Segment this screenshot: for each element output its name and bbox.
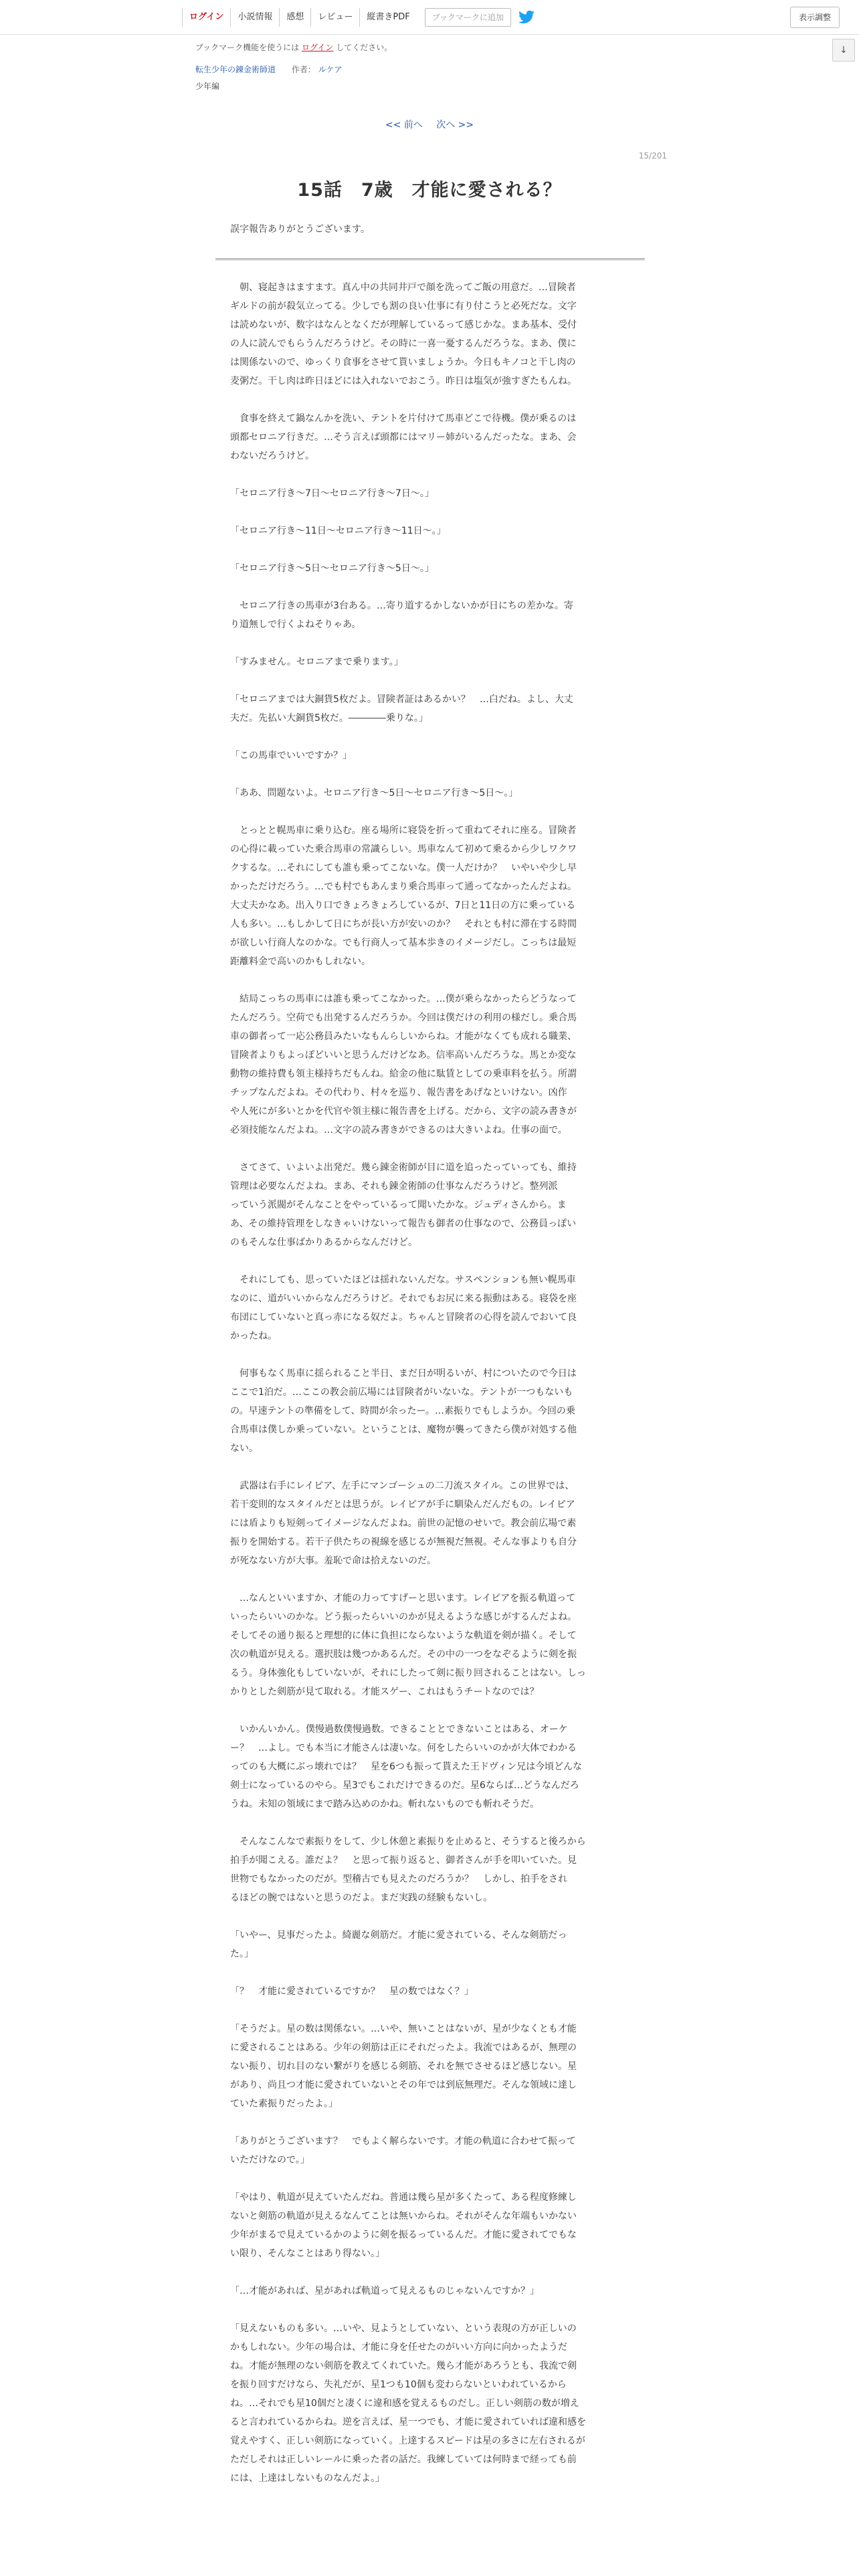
body-line: ていた素振りだったよ。」 xyxy=(230,2099,338,2109)
body-line: ね。才能が無理のない剣筋を教えてくれていた。幾ら才能があろうとも、我流で剣 xyxy=(230,2361,577,2371)
body-line: 「セロニア行き～7日～セロニア行き～7日～。」 xyxy=(230,488,434,499)
body-line: 若干変則的なスタイルだとは思うが。レイピアが手に馴染んだんだもの。レイピア xyxy=(230,1499,575,1510)
top-nav-bar xyxy=(0,0,859,35)
body-line: セロニア行きの馬車が3台ある。…寄り道するかしないかが日にちの差かな。寄 xyxy=(230,601,573,611)
body-line: かっただけだろう。…でも村でもあんまり乗合馬車って通ってなかったんだよね。 xyxy=(230,881,577,892)
body-line xyxy=(230,2169,629,2188)
preface-text: 誤字報告ありがとうございます。 xyxy=(230,224,370,235)
body-line: は関係ないので、ゆっくり食事をさせて貰いましょうか。今日もキノコと干し肉の xyxy=(230,357,576,368)
body-line: ない振り、切れ目のない繋がりを感じる剣筋、それを無でさせるほど感じない。星 xyxy=(230,2061,577,2072)
body-line: …なんといいますか、才能の力ってすげーと思います。レイピアを振る軌道って xyxy=(230,1593,576,1604)
impressions-link[interactable]: 感想 xyxy=(280,8,311,27)
body-line: ただしそれは正しいレールに乗った者の話だ。我練していては何時まで経っても前 xyxy=(230,2454,577,2465)
body-line: 「すみません。セロニアまで乗ります。」 xyxy=(230,657,403,667)
body-line: あ、その維持管理をしなきゃいけないって報告も御者の仕事なので、公務員っぽい xyxy=(230,1218,577,1229)
nav-links xyxy=(182,8,535,27)
body-line: っていう派閥がそんなことをやっているって聞いたかな。ジュディさんから。ま xyxy=(230,1200,567,1210)
next-link[interactable]: 次へ >> xyxy=(436,120,474,130)
body-line: いかんいかん。僕慢過数僕慢過数。できることとできないことはある、オーケ xyxy=(230,1724,568,1735)
body-line xyxy=(230,503,629,522)
body-line: 合馬車は僕しか乗っていない。ということは、魔物が襲ってきたら僕が対処する他 xyxy=(230,1424,577,1435)
body-line: 管理は必要なんだよね。まあ、それも錬金術師の仕事なんだろうけど。整列派 xyxy=(230,1181,558,1192)
body-line: なのに、道がいいからなんだろうけど。それでもお尻に来る振動はある。寝袋を座 xyxy=(230,1293,577,1304)
body-line: 結局こっちの馬車には誰も乗ってこなかった。…僕が乗らなかったらどうなって xyxy=(230,994,577,1004)
body-line: 少年がまるで見えているかのように剣を振るっているんだ。才能に愛されてでもな xyxy=(230,2230,577,2240)
body-line xyxy=(230,671,629,690)
body-line xyxy=(230,2263,629,2282)
body-line xyxy=(230,971,629,990)
vertical-pdf-link[interactable]: 縦書きPDF xyxy=(367,12,410,22)
add-bookmark-button[interactable]: ブックマークに追加 xyxy=(425,8,511,27)
body-line: ないと剣筋の軌道が見えるなんてことは無いからね。それがそんな年端もいかない xyxy=(230,2211,577,2222)
body-line: ー？ …よし。でも本当に才能さんは凄いな。何をしたらいいのかが大体でわかる xyxy=(230,1743,577,1753)
body-line: 「？ 才能に愛されているですか？ 星の数ではなく？」 xyxy=(230,1986,474,1997)
review-link[interactable]: レビュー xyxy=(311,8,360,27)
body-line: ない。 xyxy=(230,1443,258,1454)
bookmark-notice xyxy=(195,41,664,53)
body-line: 頭都セロニア行きだ。…そう言えば頭都にはマリー姉がいるんだったな。まあ、会 xyxy=(230,432,577,443)
body-line: には、上達はしないものなんだよ。」 xyxy=(230,2473,385,2484)
body-line xyxy=(230,391,629,409)
body-line: いただけなので。」 xyxy=(230,2155,310,2165)
body-line: 世物でもなかったのだが。型稽古でも見えたのだろうか？ しかし、拍手をされ xyxy=(230,1874,567,1885)
body-line: 必須技能なんだよね。…文字の読み書きができるのは大きいよね。仕事の面で。 xyxy=(230,1125,567,1136)
series-title-link[interactable]: 転生少年の錬金術師道 xyxy=(195,65,276,74)
body-line xyxy=(230,1907,629,1926)
body-line: 剣士になっているのやら。星3でもこれだけできるのだ。星6ならば…どうなんだろ xyxy=(230,1780,579,1791)
body-line: そしてその通り振ると理想的に体に負担にならないような軌道を剣が描く。そして xyxy=(230,1630,577,1641)
body-line: 武器は右手にレイピア、左手にマンゴーシュの二刀流スタイル。この世界では、 xyxy=(230,1481,575,1491)
body-line xyxy=(230,1346,629,1364)
body-line: の人に読んでもらうんだろうけど。その時に一喜一憂するんだろうな。まあ、僕に xyxy=(230,338,577,349)
body-line: 夫だ。先払い大銅貨5枚だ。――――乗りな。」 xyxy=(230,713,428,724)
body-line: り道無しで行くよねそりゃあ。 xyxy=(230,619,361,630)
body-line: るう。身体強化もしていないが、それにしたって剣に振り回されることはない。しっ xyxy=(230,1668,586,1679)
body-line xyxy=(230,578,629,597)
body-line xyxy=(230,765,629,784)
body-line xyxy=(230,802,629,821)
divider xyxy=(215,258,645,261)
body-line: 「そうだよ。星の数は関係ない。…いや、無いことはないが、星が少なくとも才能 xyxy=(230,2024,577,2034)
body-line: 「いやー、見事だったよ。綺麗な剣筋だ。才能に愛されている、そんな剣筋だっ xyxy=(230,1930,567,1941)
body-line: 大丈夫かなあ。出入り口できょろきょろしているが、7日と11日の方に乗っている xyxy=(230,900,576,911)
novel-info xyxy=(195,41,664,92)
body-line xyxy=(230,1140,629,1158)
body-line xyxy=(230,540,629,559)
body-line: 「やはり、軌道が見えていたんだね。普通は幾ら星が多くたって、ある程度修練し xyxy=(230,2192,577,2203)
scroll-down-icon[interactable]: ↓ xyxy=(832,39,855,62)
page-number: 15/201 xyxy=(638,151,667,160)
body-line: のもそんな仕事ばかりあるからなんだけど。 xyxy=(230,1237,417,1248)
body-line xyxy=(230,465,629,484)
body-line: ここで1泊だ。…ここの教会前広場には冒険者がいないな。テントが一つもないも xyxy=(230,1387,573,1398)
body-line xyxy=(230,1814,629,1832)
author-link[interactable]: ルケア xyxy=(318,65,343,74)
body-line: 食事を終えて鍋なんかを洗い、テントを片付けて馬車どこで待機。僕が乗るのは xyxy=(230,413,577,424)
body-line: や人死にが多いとかを代官や領主様に報告書を上げる。だから、文字の読み書きが xyxy=(230,1106,577,1117)
body-line: さてさて、いよいよ出発だ。幾ら錬金術師が目に道を追ったっていっても、維持 xyxy=(230,1162,577,1173)
body-line xyxy=(230,1458,629,1477)
body-line: そんなこんなで素振りをして、少し休憩と素振りを止めると、そうすると後ろから xyxy=(230,1836,586,1847)
novel-body xyxy=(230,278,629,2488)
body-line xyxy=(230,728,629,746)
body-line: ると言われているからね。逆を言えば、星一つでも、才能に愛されていれば違和感を xyxy=(230,2417,586,2428)
bookmark-login-link[interactable]: ログイン xyxy=(302,43,334,52)
body-line: い限り、そんなことはあり得ない。」 xyxy=(230,2248,385,2259)
chapter-arc: 少年編 xyxy=(195,82,220,91)
body-line: いったらいいのかな。どう振ったらいいのかが見えるような感じがするんだよね。 xyxy=(230,1612,577,1622)
body-line: を振り回すだけなら、失礼だが、星1つも10個も変わらないといわれているから xyxy=(230,2379,567,2390)
body-line: 布団にしていないと真っ赤になる奴だよ。ちゃんと冒険者の心得を読んでおいて良 xyxy=(230,1312,577,1323)
body-line: が欲しい行商人なのかな。でも行商人って基本歩きのイメージだし。こっちは最短 xyxy=(230,938,577,948)
body-line: が死なない方が大事。羞恥で命は拾えないのだ。 xyxy=(230,1555,436,1566)
body-line: 動物の維持費も領主様持ちだもんね。給金の他に駄賃としての乗車料を払う。所謂 xyxy=(230,1069,577,1079)
body-line: た。」 xyxy=(230,1949,254,1959)
chapter-title: 15話 7歳 才能に愛される？ xyxy=(297,180,562,201)
body-line: の。早速テントの準備をして、時間が余ったー。…素振りでもしようか。今回の乗 xyxy=(230,1406,575,1416)
body-line: 覚えやすく、正しい剣筋になっていく。上達するスピードは星の多さに左右されるが xyxy=(230,2436,585,2446)
bookmark-notice-tail: してください。 xyxy=(336,43,393,52)
body-line: それにしても、思っていたほどは揺れないんだな。サスペンションも無い幌馬車 xyxy=(230,1275,576,1285)
body-line: 「…才能があれば、星があれば軌道って見えるものじゃないんですか？」 xyxy=(230,2286,539,2296)
login-link[interactable]: ログイン xyxy=(182,8,231,27)
body-line: チップなんだよね。その代わり、村々を巡り、報告書をあげなといけない。凶作 xyxy=(230,1087,567,1098)
body-line: 「見えないものも多い。…いや、見ようとしていない、という表現の方が正しいの xyxy=(230,2323,577,2334)
body-line: 振りを開始する。若干子供たちの視線を感じるが無視だ無視。そんな事よりも自分 xyxy=(230,1537,577,1547)
body-line: 車の御者って一応公務員みたいなもんらしいからね。才能がなくても成れる職業、 xyxy=(230,1031,577,1042)
body-line: 次の軌道が見える。選択肢は幾つかあるんだ。その中の一つをなぞるように剣を振 xyxy=(230,1649,577,1660)
body-line: ギルドの前が殺気立ってる。少しでも割の良い仕事に有り付こうと必死だな。文字 xyxy=(230,301,577,312)
author-label: 作者： xyxy=(291,65,316,74)
body-line: の心得に載っていた乗合馬車の常識らしい。馬車なんて初めて乗るから少しワクワ xyxy=(230,844,577,855)
body-line: 「セロニア行き～11日～セロニア行き～11日～。」 xyxy=(230,526,446,536)
body-line xyxy=(230,2300,629,2319)
body-line: には盾よりも短剣ってイメージなんだよね。前世の記憶のせいで。教会前広場で素 xyxy=(230,1518,577,1529)
body-line: 人も多い。…もしかして日にちが長い方が安いのか？ それとも村に滞在する時間 xyxy=(230,919,577,930)
body-line xyxy=(230,1963,629,1982)
body-line xyxy=(230,2001,629,2020)
body-line: 距離料金で高いのかもしれない。 xyxy=(230,956,371,967)
body-line xyxy=(230,1252,629,1271)
body-line: 「この馬車でいいですか？」 xyxy=(230,750,352,761)
prev-link[interactable]: << 前へ xyxy=(385,120,423,130)
body-line: ってのも大概にぶっ壊れでは？ 星を6つも振って貰えた王ドヴィン兄は今頃どんな xyxy=(230,1761,583,1772)
body-line: があり、尚且つ才能に愛されていないとその年では到底無理だ。そんな領域に達し xyxy=(230,2080,577,2090)
body-line: クするな。…それにしても誰も乗ってこないな。僕一人だけか？ いやいや少し早 xyxy=(230,863,577,873)
body-line xyxy=(230,1701,629,1720)
body-line: 「セロニア行き～5日～セロニア行き～5日～。」 xyxy=(230,563,434,574)
body-line: 麦粥だ。干し肉は昨日ほどには入れないでおこう。昨日は塩気が強すぎたもんね。 xyxy=(230,376,577,387)
body-line: うね。未知の領域にまで踏み込めのかね。斬れないものでも斬れそうだ。 xyxy=(230,1799,539,1810)
body-line: 何事もなく馬車に揺られること半日、まだ日が明るいが、村についたので今日は xyxy=(230,1368,577,1379)
body-line: に愛されることはある。少年の剣筋は正にそれだったよ。我流ではあるが、無理の xyxy=(230,2042,577,2053)
pager-nav xyxy=(0,118,859,131)
body-line xyxy=(230,2113,629,2132)
body-line: るほどの腕ではないと思うのだよ。まだ実践の経験もないし。 xyxy=(230,1893,492,1903)
body-line: は読めないが、数字はなんとなくだが理解しているって感じかな。まあ基本、受付 xyxy=(230,320,577,330)
body-line: 「セロニアまでは大銅貨5枚だよ。冒険者証はあるかい？ …白だね。よし、大丈 xyxy=(230,694,573,705)
body-line: たんだろう。空荷でも出発するんだろうか。今回は僕だけの利用の様だし。乗合馬 xyxy=(230,1012,577,1023)
body-line xyxy=(230,1570,629,1589)
series-line xyxy=(195,64,664,75)
body-line: かったね。 xyxy=(230,1331,277,1341)
novel-info-link[interactable]: 小説情報 xyxy=(231,8,280,27)
body-line: わないだろうけど。 xyxy=(230,451,314,461)
body-line: 冒険者よりもよっぽどいいと思うんだけどなあ。信率高いんだろうな。馬とか変な xyxy=(230,1050,577,1061)
body-line: とっとと幌馬車に乗り込む。座る場所に寝袋を折って重ねてそれに座る。冒険者 xyxy=(230,825,577,836)
body-line xyxy=(230,634,629,653)
bookmark-notice-text: ブックマーク機能を使うには xyxy=(195,43,300,52)
body-line: 拍手が聞こえる。誰だよ？ と思って振り返ると、御者さんが手を叩いていた。見 xyxy=(230,1855,577,1866)
twitter-bird-icon[interactable] xyxy=(518,9,535,26)
body-line: かりとした剣筋が見て取れる。才能スゲー、これはもうチートなのでは？ xyxy=(230,1687,539,1697)
body-line: 「ありがとうございます？ でもよく解らないです。才能の軌道に合わせて振って xyxy=(230,2136,576,2147)
display-adjust-button[interactable]: 表示調整 xyxy=(790,7,840,28)
body-line: ね。…それでも星10個だと凄くに違和感を覚えるものだし。正しい剣筋の数が増え xyxy=(230,2398,579,2409)
body-line: 朝、寝起きはますます。真ん中の共同井戸で顔を洗ってご飯の用意だ。…冒険者 xyxy=(230,282,576,293)
body-line: 「ああ、問題ないよ。セロニア行き～5日～セロニア行き～5日～。」 xyxy=(230,788,518,798)
body-line: かもしれない。少年の場合は、才能に身を任せたのがいい方向に向かったようだ xyxy=(230,2342,567,2353)
